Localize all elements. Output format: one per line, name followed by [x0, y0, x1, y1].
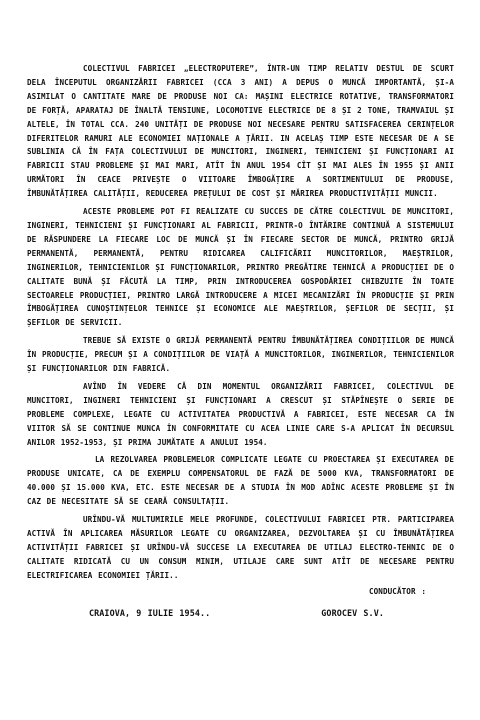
paragraph-problems: ACESTE PROBLEME POT FI REALIZATE CU SUCCES DE CĂTRE COLECTIVUL DE MUNCITORI, INGINERI, TEHNICIENI ȘI FUNCȚIONARI AL FABRICII, PRINTR-O ÎNTĂRIRE CONTINUĂ A SISTEMULUI DE RĂSPUNDERE LA FIECARE LOC DE MUNCĂ ȘI ÎN FIECARE SECTOR DE MUNCĂ, PRINTRO GRIJĂ PERMANENTĂ, PERMANENTĂ, PENTRU RIDICAREA CALIFICĂRII MUNCITORILOR, MAEȘTRILOR, INGINERILOR, TEHNICIENILOR ȘI FUNCȚIONARILOR, PRINTRO PREGĂTIRE TEHNICĂ A PRODUCȚIEI DE O CALITATE BUNĂ ȘI FĂCUTĂ LA TIMP, PRIN INTRODUCEREA GOSPODĂRIEI CHIBZUITE ÎN TOATE SECTOARELE PRODUCȚIEI, PRINTRO LARGĂ INTRODUCERE A MICEI MECANIZĂRI ÎN PRODUCȚIE ȘI PRIN ÎMBOGĂȚIREA CUNOȘTINȚELOR TEHNICE ȘI ECONOMICE ALE MAEȘTRILOR, ȘEFILOR DE SECȚII, ȘI ȘEFILOR DE SERVICII. — [27, 207, 454, 328]
paragraph-complex-products: LA REZOLVAREA PROBLEMELOR COMPLICATE LEGATE CU PROECTAREA ȘI EXECUTAREA DE PRODUSE UNICATE, CA DE EXEMPLU COMPENSATORUL DE FAZĂ DE 5000 KVA, TRANSFORMATORI DE 40.000 ȘI 15.000 KVA, ETC. ESTE NECESAR DE A STUDIA ÎN MOD ADÎNC ACESTE PROBLEME ȘI ÎN CAZ DE NECESITATE SĂ SE CEARĂ CONSULTAȚII. — [27, 455, 454, 507]
paragraph-achievements: COLECTIVUL FABRICEI „ELECTROPUTERE”, ÎNTR-UN TIMP RELATIV DESTUL DE SCURT DELA ÎNCEPUTUL ORGANIZĂRII FABRICEI (CCA 3 ANI) A DEPUS O MUNCĂ IMPORTANTĂ, ȘI-A ASIMILAT O CANTITATE MARE DE PRODUSE NOI CA: MAȘINI ELECTRICE ROTATIVE, TRANSFORMATORI DE FORȚĂ, APARATAJ DE ÎNALTĂ TENSIUNE, LOCOMOTIVE ELECTRICE DE 8 ȘI 2 TONE, TRAMVAIUL ȘI ALTELE, ÎN TOTAL CCA. 240 UNITĂȚI DE PRODUSE NOI NECESARE PENTRU SATISFACEREA CERINȚELOR DIFERITELOR RAMURI ALE ECONOMIEI NAȚIONALE A ȚĂRII. IN ACELAȘ TIMP ESTE NECESAR DE A SE SUBLINIA CĂ ÎN FAȚA COLECTIVULUI DE MUNCITORI, INGINERI, TEHNICIENI ȘI FUNCȚIONARI AI FABRICII STAU PROBLEME ȘI MAI MARI, ATÎT ÎN ANUL 1954 CÎT ȘI MAI ALES ÎN 1955 ȘI ANII URMĂTORI ÎN CEACE PRIVEȘTE O VIITOARE ÎMBOGĂȚIRE A SORTIMENTULUI DE PRODUSE, ÎMBUNĂTĂȚIREA CALITĂȚII, REDUCEREA PREȚULUI DE COST ȘI MĂRIREA PRODUCTIVITĂȚII MUNCII. — [27, 64, 454, 199]
paragraph-future-work: AVÎND ÎN VEDERE CĂ DIN MOMENTUL ORGANIZĂRII FABRICEI, COLECTIVUL DE MUNCITORI, INGINERI TEHNICIENI ȘI FUNCȚIONARI A CRESCUT ȘI STĂPÎNEȘTE O SERIE DE PROBLEME COMPLEXE, LEGATE CU ACTIVITATEA PRODUCTIVĂ A FABRICEI, ESTE NECESAR CA ÎN VIITOR SĂ SE CONTINUE MUNCA ÎN CONFORMITATE CU ACEA LINIE CARE S-A APLICAT ÎN DECURSUL ANILOR 1952-1953, ȘI PRIMA JUMĂTATE A ANULUI 1954. — [27, 381, 454, 447]
letter-footer — [89, 607, 384, 621]
place-date: CRAIOVA, 9 IULIE 1954.. — [89, 607, 211, 618]
paragraph-thanks: URÎNDU-VĂ MULTUMIRILE MELE PROFUNDE, COLECTIVULUI FABRICEI PTR. PARTICIPAREA ACTIVĂ ÎN APLICAREA MĂSURILOR LEGATE CU ORGANIZAREA, DEZVOLTAREA ȘI CU ÎMBUNĂTĂȚIREA ACTIVITĂȚII FABRICEI ȘI URÎNDU-VĂ SUCCESE LA EXECUTAREA DE UTILAJ ELECTRO-TEHNIC DE O CALITATE RIDICATĂ CU UN CONSUM MINIM, UTILAJE CARE SUNT ATÎT DE NECESARE PENTRU ELECTRIFICAREA ECONOMIEI ȚĂRII.. — [27, 515, 454, 580]
signatory-name: GOROCEV S.V. — [321, 607, 384, 618]
signature-role: CONDUCĂTOR : — [368, 586, 426, 596]
paragraph-working-conditions: TREBUE SĂ EXISTE O GRIJĂ PERMANENTĂ PENTRU ÎMBUNĂTĂȚIREA CONDIȚIILOR DE MUNCĂ ÎN PRODUCȚIE, PRECUM ȘI A CONDIȚIILOR DE VIAȚĂ A MUNCITORILOR, INGINERILOR, TEHNICIENILOR ȘI FUNCȚIONARILOR DIN FABRICĂ. — [27, 336, 454, 374]
